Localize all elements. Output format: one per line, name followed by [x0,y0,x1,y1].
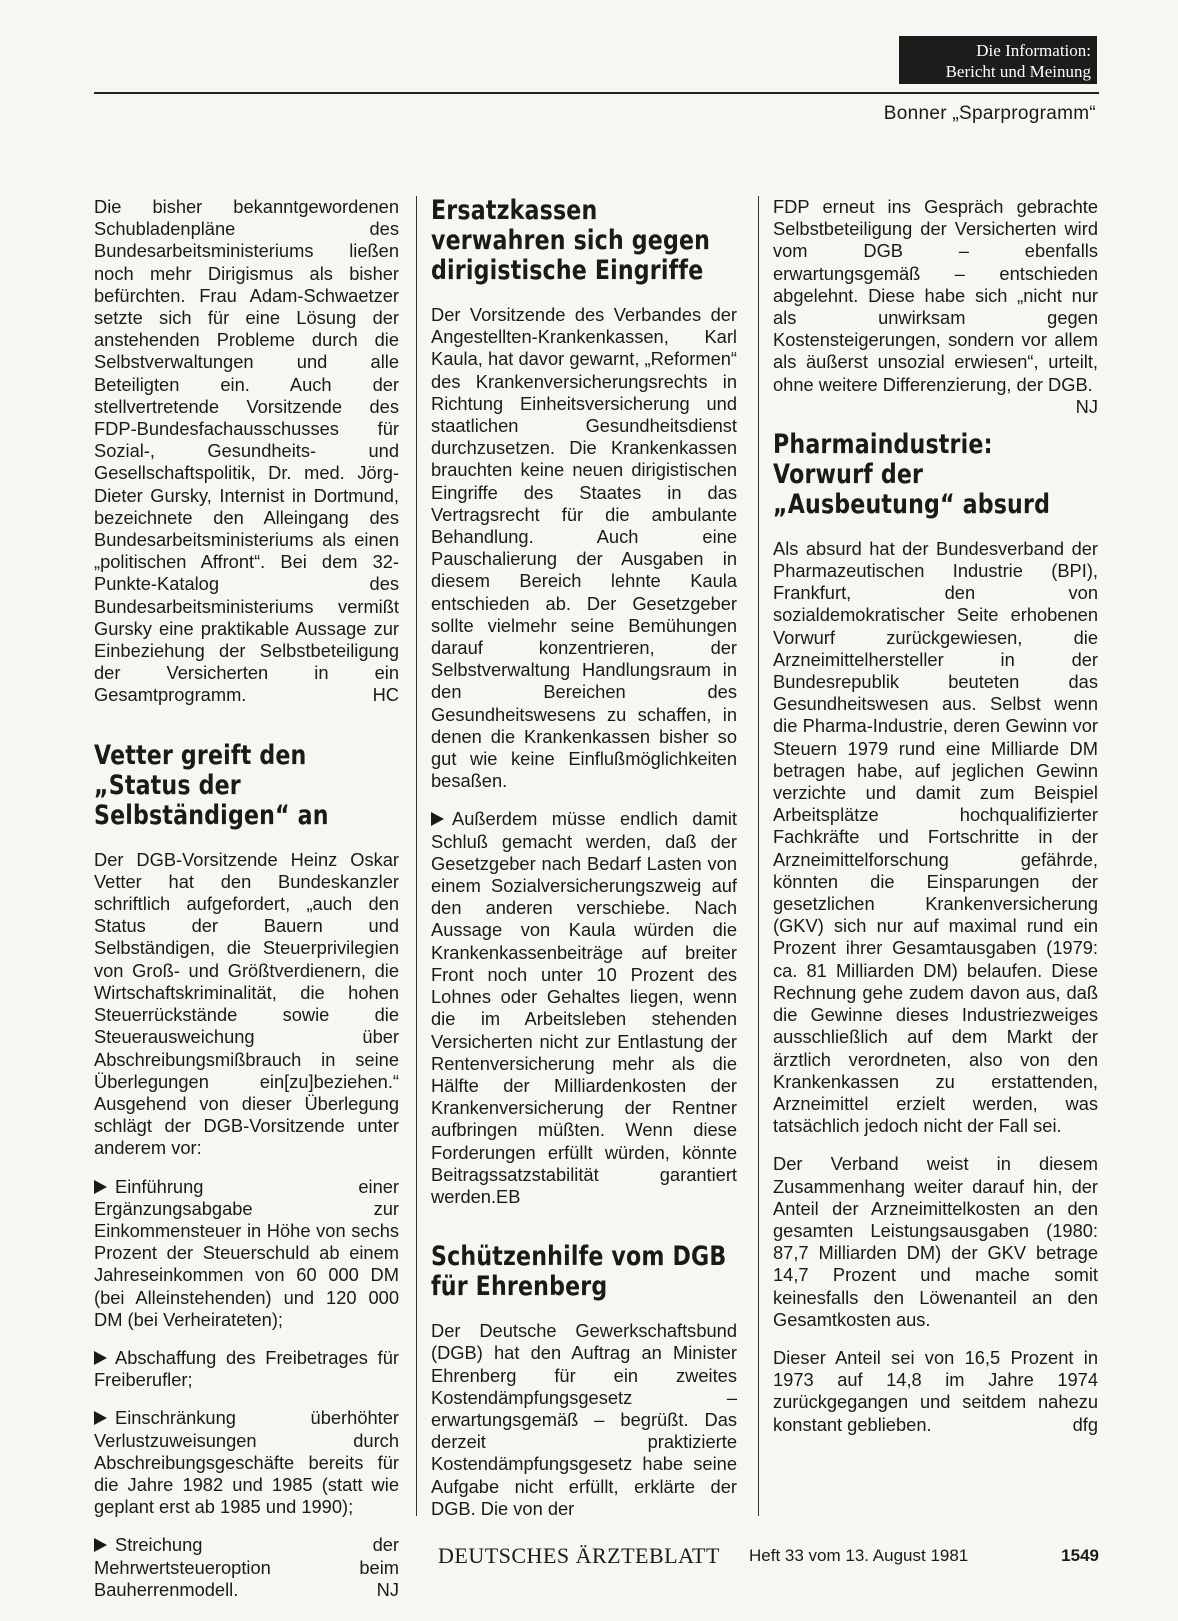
article-paragraph: Die bisher bekanntgewordenen Schubladenpläne des Bundesarbeitsministeriums ließen noch mehr Dirigismus als bisher befürchten. Frau Adam-Schwaetzer setzte sich für eine Lösung der anstehenden Probleme durch die Selbstverwaltungen und alle Beteiligten ein. Auch der stellvertretende Vorsitzende des FDP-Bundesfachausschusses für Sozial-, Gesundheits- und Gesellschaftspolitik, Dr. med. Jörg-Dieter Gursky, Internist in Dortmund, bezeichnete den Alleingang des Bundesarbeitsministeriums als einen „politischen Affront“. Bei dem 32-Punkte-Katalog des Bundesarbeitsministeriums vermißt Gursky eine praktikable Aussage zur Einbeziehung der Selbstbeteiligung der Versicherten in ein Gesamtprogramm. HC [94,196,399,706]
column-2 [431,196,737,1536]
article-paragraph: FDP erneut ins Gespräch gebrachte Selbstbeteiligung der Versicherten wird vom DGB – ebenfalls erwartungsgemäß – entschieden abgelehnt. Diese habe sich „nicht nur als unwirksam gegen Kostensteigerungen, sondern vor allem als äußerst unsozial erwiesen“, urteilt, ohne weitere Differenzierung, der DGB. NJ [773,196,1098,417]
header-rule [94,92,1099,94]
badge-line-1: Die Information: [976,41,1091,60]
author-initials: dfg [1072,1413,1098,1435]
article-headline: Vetter greift den „Status der Selbständigen“ an [94,739,329,831]
article-paragraph: Der Verband weist in diesem Zusammenhang weiter darauf hin, der Anteil der Arzneimittelkosten an den gesamten Leistungsausgaben (1980: 87,7 Milliarden DM) der GKV betrage 14,7 Prozent und mache somit keinesfalls den Löwenanteil an den Gesamtkosten aus. [773,1153,1098,1330]
bullet-triangle-icon [94,1180,107,1194]
bullet-item: Einschränkung überhöhter Verlustzuweisungen durch Abschreibungsgeschäfte bereits für die Jahre 1982 und 1985 (statt wie geplant erst ab 1985 und 1990); [94,1407,399,1518]
bullet-item: Streichung der Mehrwertsteueroption beim Bauherrenmodell. NJ [94,1534,399,1600]
bullet-triangle-icon [94,1351,107,1365]
author-initials: NJ [376,1578,399,1600]
article-paragraph: Der Vorsitzende des Verbandes der Angestellten-Krankenkassen, Karl Kaula, hat davor gewarnt, „Reformen“ des Krankenversicherungsrechts in Richtung Einheitsversicherung und staatlichen Gesundheitsdienst durchzusetzen. Die Krankenkassen brauchten keine neuen dirigistischen Eingriffe des Staates in das Vertragsrecht für die ambulante Behandlung. Auch eine Pauschalierung der Ausgaben in diesem Bereich lehnte Kaula entschieden ab. Der Gesetzgeber sollte vielmehr seine Bemühungen darauf konzentrieren, der Selbstverwaltung Handlungsraum in den Bereichen des Gesundheitswesens zu schaffen, in denen die Krankenkassen bisher so gut wie keine Einflußmöglichkeiten besaßen. [431,304,737,792]
issue-info: Heft 33 vom 13. August 1981 [749,1546,969,1565]
bullet-item: Abschaffung des Freibetrages für Freiberufler; [94,1346,399,1391]
column-divider-1 [416,196,417,1516]
bullet-triangle-icon [94,1411,107,1425]
author-initials: NJ [1075,395,1098,417]
badge-line-2: Bericht und Meinung [945,62,1091,81]
article-headline: Schützenhilfe vom DGB für Ehrenberg [431,1241,727,1303]
article-headline: Ersatzkassen verwahren sich gegen dirigistische Eingriffe [431,195,711,286]
author-initials: HC [372,684,399,706]
article-headline: Pharmaindustrie: Vorwurf der „Ausbeutung“ absurd [773,428,1051,520]
section-label: Bonner „Sparprogramm“ [883,103,1096,124]
page-number: 1549 [1061,1546,1099,1565]
article-paragraph: Der Deutsche Gewerkschaftsbund (DGB) hat den Auftrag an Minister Ehrenberg für ein zweites Kostendämpfungsgesetz – erwartungsgemäß – begrüßt. Das derzeit praktizierte Kostendämpfungsgesetz habe seine Aufgabe nicht erfüllt, erklärte der DGB. Die von der [431,1320,737,1519]
article-paragraph: Außerdem müsse endlich damit Schluß gemacht werden, daß der Gesetzgeber nach Bedarf Lasten von einem Sozialversicherungszweig auf den anderen verschiebe. Nach Aussage von Kaula würden die Krankenkassenbeiträge auf breiter Front noch unter 10 Prozent des Lohnes oder Gehaltes liegen, wenn die im Arbeitsleben stehenden Versicherten nicht zur Entlastung der Rentenversicherung mehr als die Hälfte der Milliardenkosten der Krankenversicherung der Rentner aufbringen müßten. Wenn diese Forderungen erfüllt würden, könnte Beitragssatzstabilität garantiert werden.EB [431,808,737,1207]
page-footer [94,1543,1099,1573]
journal-name: DEUTSCHES ÄRZTEBLATT [438,1543,720,1568]
section-badge [899,36,1097,84]
article-paragraph: Der DGB-Vorsitzende Heinz Oskar Vetter hat den Bundeskanzler schriftlich aufgefordert, „auch den Status der Bauern und Selbständigen, die Steuerprivilegien von Groß- und Größtverdienern, die Wirtschaftskriminalität, die hohen Steuerrückstände sowie die Steuerausweichung über Abschreibungsmißbrauch in seine Überlegungen ein[zu]beziehen.“ Ausgehend von dieser Überlegung schlägt der DGB-Vorsitzende unter anderem vor: [94,848,399,1159]
author-initials: EB [496,1185,521,1207]
column-1 [94,196,399,1617]
column-3 [773,196,1098,1452]
column-divider-2 [758,196,759,1516]
article-paragraph: Als absurd hat der Bundesverband der Pharmazeutischen Industrie (BPI), Frankfurt, den von sozialdemokratischer Seite erhobenen Vorwurf zurückgewiesen, die Arzneimittelhersteller in der Bundesrepublik beuteten das Gesundheitswesen aus. Selbst wenn die Pharma-Industrie, deren Gewinn vor Steuern 1979 rund eine Milliarde DM betragen habe, auf jeglichen Gewinn verzichte und damit zum Beispiel Arbeitsplätze hochqualifizierter Fachkräfte und Fortschritte in der Arzneimittelforschung gefährde, könnten die Einsparungen der gesetzlichen Krankenversicherung (GKV) sich nur auf maximal rund ein Prozent ihrer Gesamtausgaben (1979: ca. 81 Milliarden DM) belaufen. Diese Rechnung gehe zudem davon aus, daß die Gewinne dieses Industriezweiges ausschließlich auf dem Markt der ärztlich verordneten, also von den Krankenkassen zu erstattenden, Arzneimittel erzielt werden, was tatsächlich jedoch nicht der Fall sei. [773,537,1098,1137]
bullet-item: Einführung einer Ergänzungsabgabe zur Einkommensteuer in Höhe von sechs Prozent der Steuerschuld ab einem Jahreseinkommen von 60 000 DM (bei Alleinstehenden) und 120 000 DM (bei Verheirateten); [94,1175,399,1330]
bullet-triangle-icon [431,812,444,826]
article-paragraph: Dieser Anteil sei von 16,5 Prozent in 1973 auf 14,8 im Jahre 1974 zurückgegangen und seitdem nahezu konstant geblieben. dfg [773,1346,1098,1435]
